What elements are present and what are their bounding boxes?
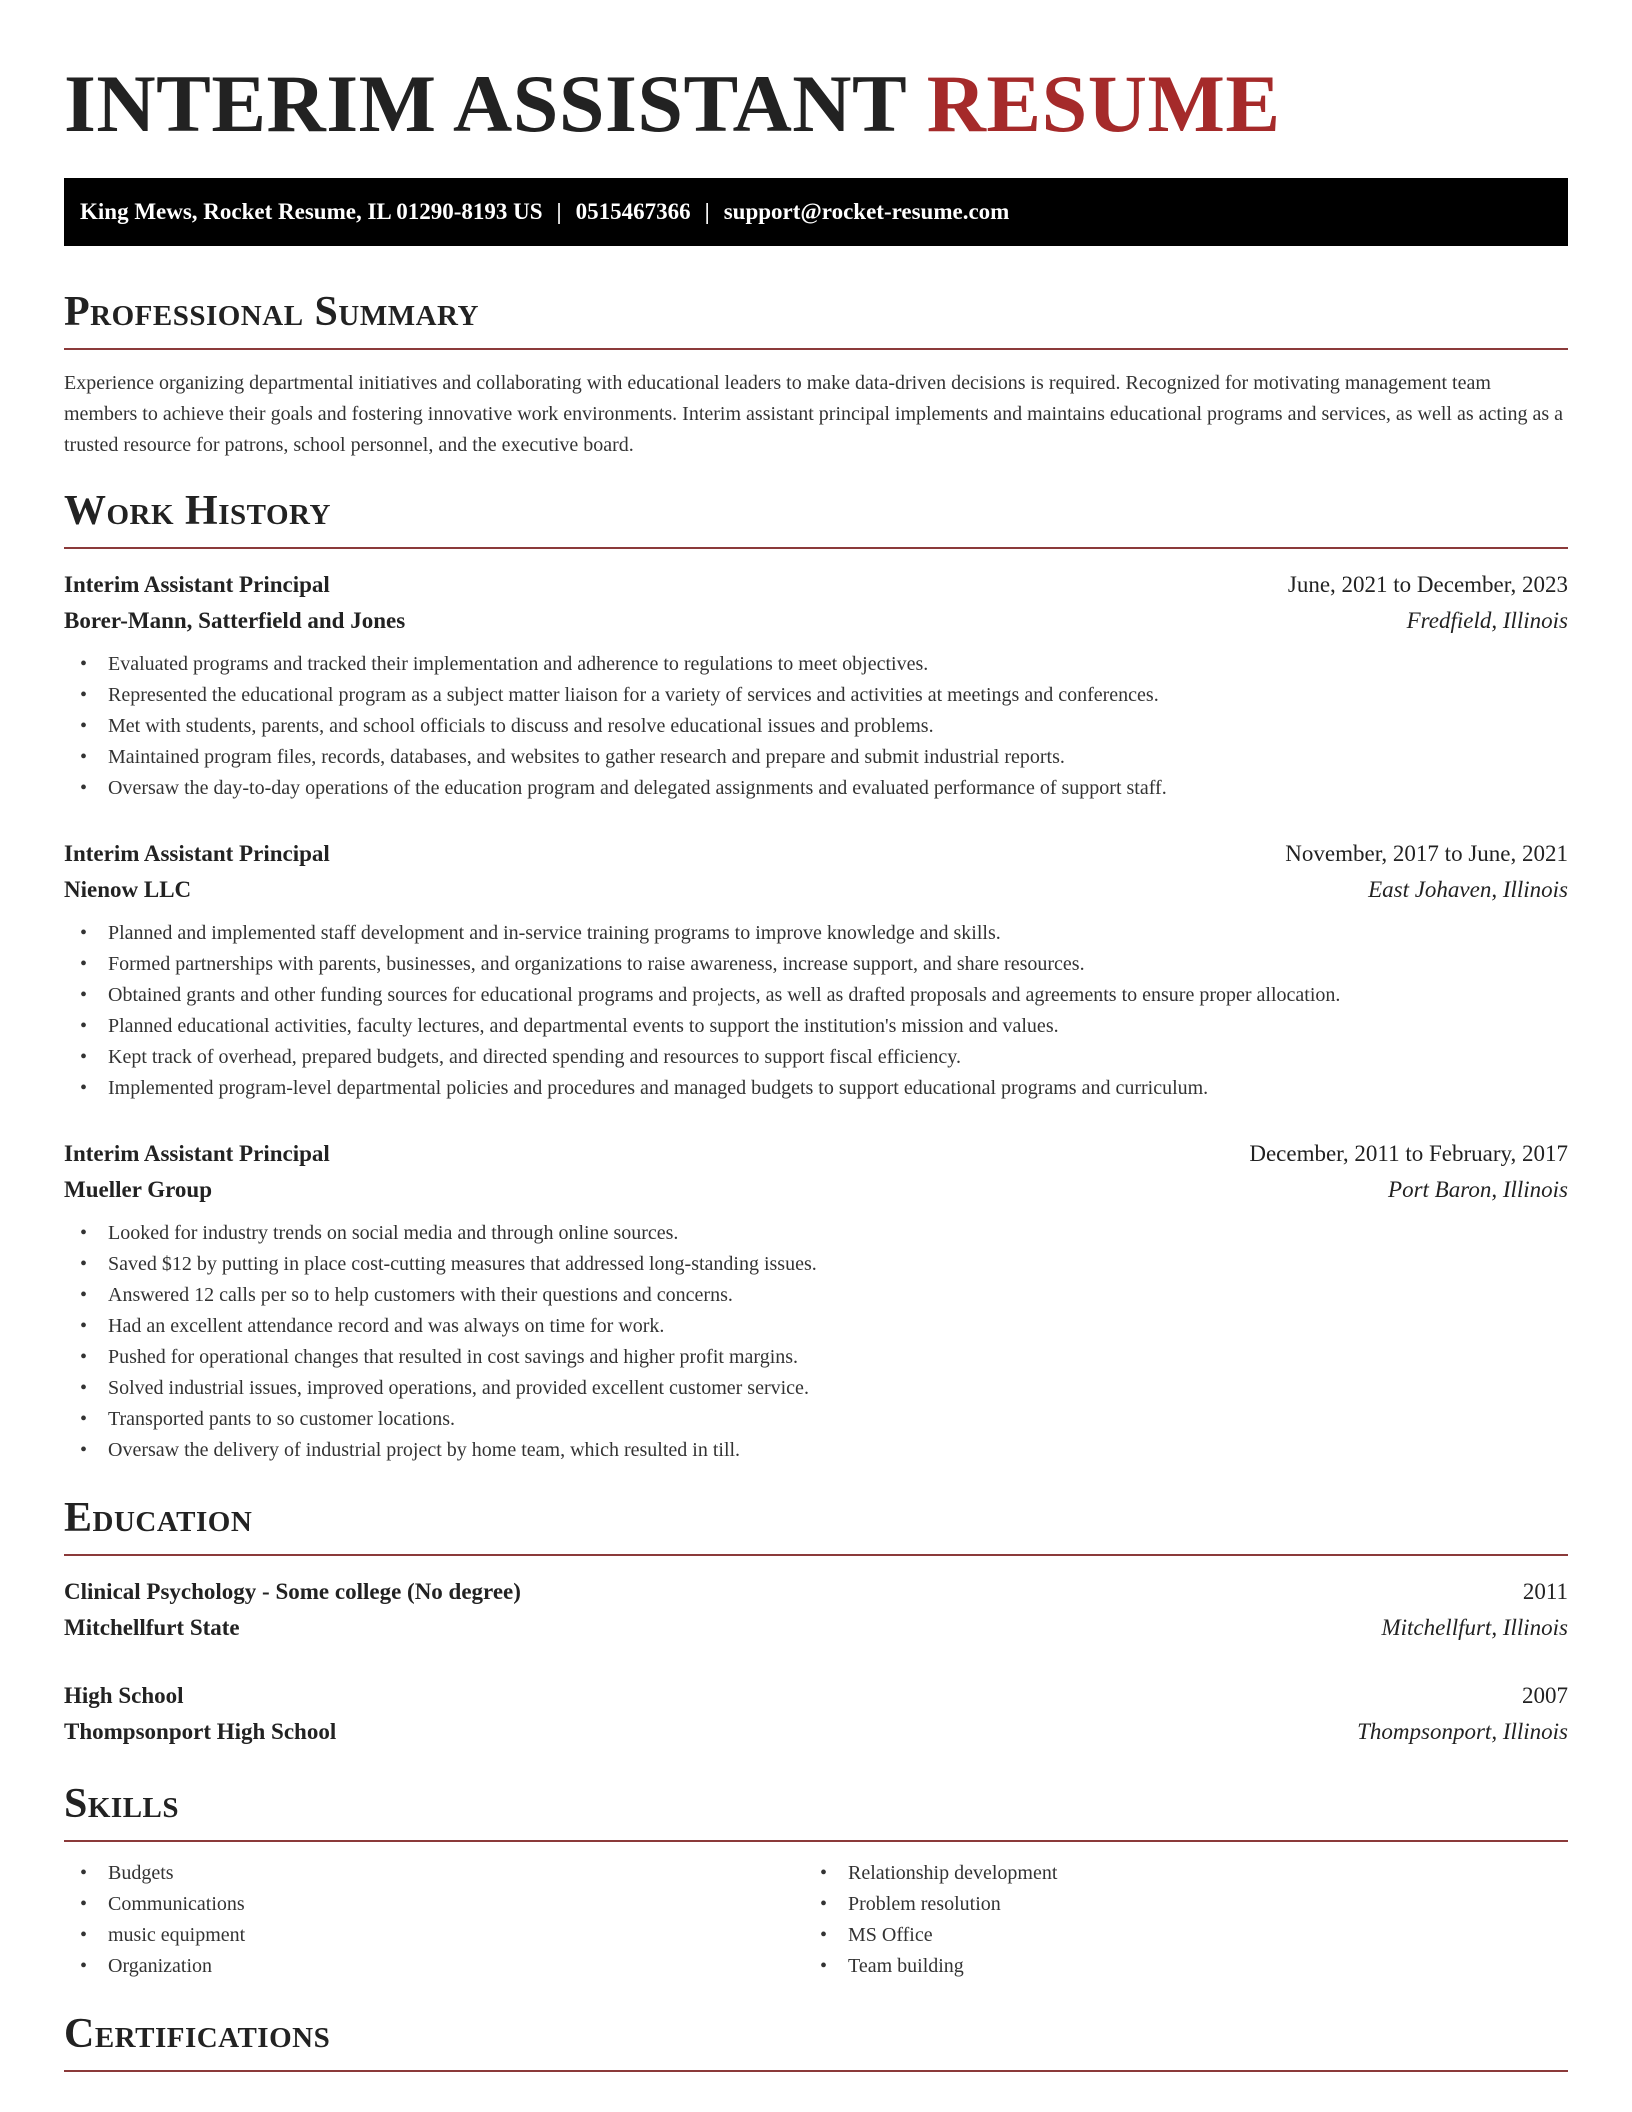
contact-bar (64, 178, 1568, 246)
job-entry (64, 836, 1568, 1104)
contact-address: King Mews, Rocket Resume, IL 01290-8193 US (80, 199, 543, 224)
job-company: Nienow LLC (64, 877, 192, 902)
skill-item: • Communications (64, 1889, 804, 1920)
list-item: • Transported pants to so customer locations. (64, 1404, 1568, 1435)
summary-section (64, 286, 1568, 461)
list-item: • Represented the educational program as a subject matter liaison for a variety of services and activities at meetings and conferences. (64, 680, 1568, 711)
contact-phone[interactable]: 0515467366 (575, 199, 691, 224)
list-item: • Oversaw the day-to-day operations of the education program and delegated assignments and evaluated performance of support staff. (64, 773, 1568, 804)
skill-item: • Problem resolution (804, 1889, 1544, 1920)
job-dates: June, 2021 to December, 2023 (1287, 572, 1568, 597)
list-item: • Planned educational activities, faculty lectures, and departmental events to support the institution's mission and values. (64, 1011, 1568, 1042)
skill-item: • music equipment (64, 1920, 804, 1951)
job-company: Borer-Mann, Satterfield and Jones (64, 608, 406, 633)
resume-page (64, 0, 1568, 2072)
skills-grid (64, 1858, 1568, 1982)
list-item: • Maintained program files, records, databases, and websites to gather research and prepare and submit industrial reports. (64, 742, 1568, 773)
job-dates: December, 2011 to February, 2017 (1249, 1141, 1568, 1166)
list-item: • Had an excellent attendance record and was always on time for work. (64, 1311, 1568, 1342)
summary-text: Experience organizing departmental initiatives and collaborating with educational leaders to make data-driven decisions is required. Recognized for motivating management team members to achieve their goals and fostering innovative work environments. Interim assistant principal implements and maintains educational programs and services, as well as acting as a trusted resource for patrons, school personnel, and the executive board. (64, 372, 1564, 456)
education-school-row (64, 1714, 1568, 1750)
certifications-section (64, 2008, 1568, 2072)
job-title-row (64, 836, 1568, 872)
skills-section (64, 1778, 1568, 1982)
skills-column-right (804, 1858, 1544, 1982)
section-heading-work-history: Work History (64, 488, 331, 534)
education-entry (64, 1574, 1568, 1646)
list-item: • Planned and implemented staff development and in-service training programs to improve knowledge and skills. (64, 918, 1568, 949)
section-divider (64, 2070, 1568, 2072)
list-item: • Oversaw the delivery of industrial project by home team, which resulted in till. (64, 1435, 1568, 1466)
list-item: • Obtained grants and other funding sources for educational programs and projects, as well as drafted proposals and agreements to ensure proper allocation. (64, 980, 1568, 1011)
list-item: • Looked for industry trends on social media and through online sources. (64, 1218, 1568, 1249)
list-item: • Implemented program-level departmental policies and procedures and managed budgets to support educational programs and curriculum. (64, 1073, 1568, 1104)
work-history-section (64, 485, 1568, 1466)
list-item: • Formed partnerships with parents, businesses, and organizations to raise awareness, increase support, and share resources. (64, 949, 1568, 980)
job-title: Interim Assistant Principal (64, 841, 330, 866)
skill-item: • Organization (64, 1951, 804, 1982)
job-bullets (64, 1218, 1568, 1466)
education-school-row (64, 1610, 1568, 1646)
resume-title (64, 0, 1568, 150)
job-bullets (64, 918, 1568, 1104)
section-divider (64, 348, 1568, 350)
job-title-row (64, 1136, 1568, 1172)
section-heading-education: Education (64, 1495, 253, 1541)
skill-item: • Relationship development (804, 1858, 1544, 1889)
section-divider (64, 547, 1568, 549)
job-location: East Johaven, Illinois (1368, 877, 1568, 902)
contact-email[interactable]: support@rocket-resume.com (723, 199, 1010, 224)
education-degree: High School (64, 1683, 184, 1708)
skill-item: • Budgets (64, 1858, 804, 1889)
list-item: • Answered 12 calls per so to help customers with their questions and concerns. (64, 1280, 1568, 1311)
job-bullets (64, 649, 1568, 804)
job-company-row (64, 603, 1568, 639)
skill-item: • MS Office (804, 1920, 1544, 1951)
education-school: Mitchellfurt State (64, 1615, 240, 1640)
list-item: • Met with students, parents, and school officials to discuss and resolve educational issues and problems. (64, 711, 1568, 742)
skill-item: • Team building (804, 1951, 1544, 1982)
job-entry (64, 1136, 1568, 1466)
contact-separator: | (704, 199, 710, 224)
section-divider (64, 1554, 1568, 1556)
education-degree-row (64, 1574, 1568, 1610)
contact-separator: | (556, 199, 562, 224)
list-item: • Pushed for operational changes that resulted in cost savings and higher profit margins. (64, 1342, 1568, 1373)
education-degree: Clinical Psychology - Some college (No degree) (64, 1579, 521, 1604)
job-dates: November, 2017 to June, 2021 (1285, 841, 1568, 866)
job-company-row (64, 1172, 1568, 1208)
job-company: Mueller Group (64, 1177, 213, 1202)
job-title: Interim Assistant Principal (64, 1141, 330, 1166)
job-location: Port Baron, Illinois (1388, 1177, 1568, 1202)
job-location: Fredfield, Illinois (1406, 608, 1568, 633)
education-location: Mitchellfurt, Illinois (1381, 1615, 1568, 1640)
education-entry (64, 1678, 1568, 1750)
education-degree-row (64, 1678, 1568, 1714)
section-divider (64, 1840, 1568, 1842)
job-title: Interim Assistant Principal (64, 572, 330, 597)
list-item: • Kept track of overhead, prepared budgets, and directed spending and resources to support fiscal efficiency. (64, 1042, 1568, 1073)
resume-title-main: INTERIM ASSISTANT (64, 58, 906, 149)
list-item: • Evaluated programs and tracked their implementation and adherence to regulations to meet objectives. (64, 649, 1568, 680)
section-heading-summary: Professional Summary (64, 289, 479, 335)
list-item: • Solved industrial issues, improved operations, and provided excellent customer service. (64, 1373, 1568, 1404)
education-section (64, 1492, 1568, 1750)
skills-column-left (64, 1858, 804, 1982)
education-year: 2007 (1522, 1683, 1568, 1708)
section-heading-certifications: Certifications (64, 2011, 331, 2057)
education-year: 2011 (1522, 1579, 1568, 1604)
education-location: Thompsonport, Illinois (1357, 1719, 1568, 1744)
job-title-row (64, 567, 1568, 603)
resume-title-accent: RESUME (926, 58, 1281, 149)
job-company-row (64, 872, 1568, 908)
job-entry (64, 567, 1568, 804)
list-item: • Saved $12 by putting in place cost-cutting measures that addressed long-standing issues. (64, 1249, 1568, 1280)
section-heading-skills: Skills (64, 1781, 180, 1827)
education-school: Thompsonport High School (64, 1719, 337, 1744)
